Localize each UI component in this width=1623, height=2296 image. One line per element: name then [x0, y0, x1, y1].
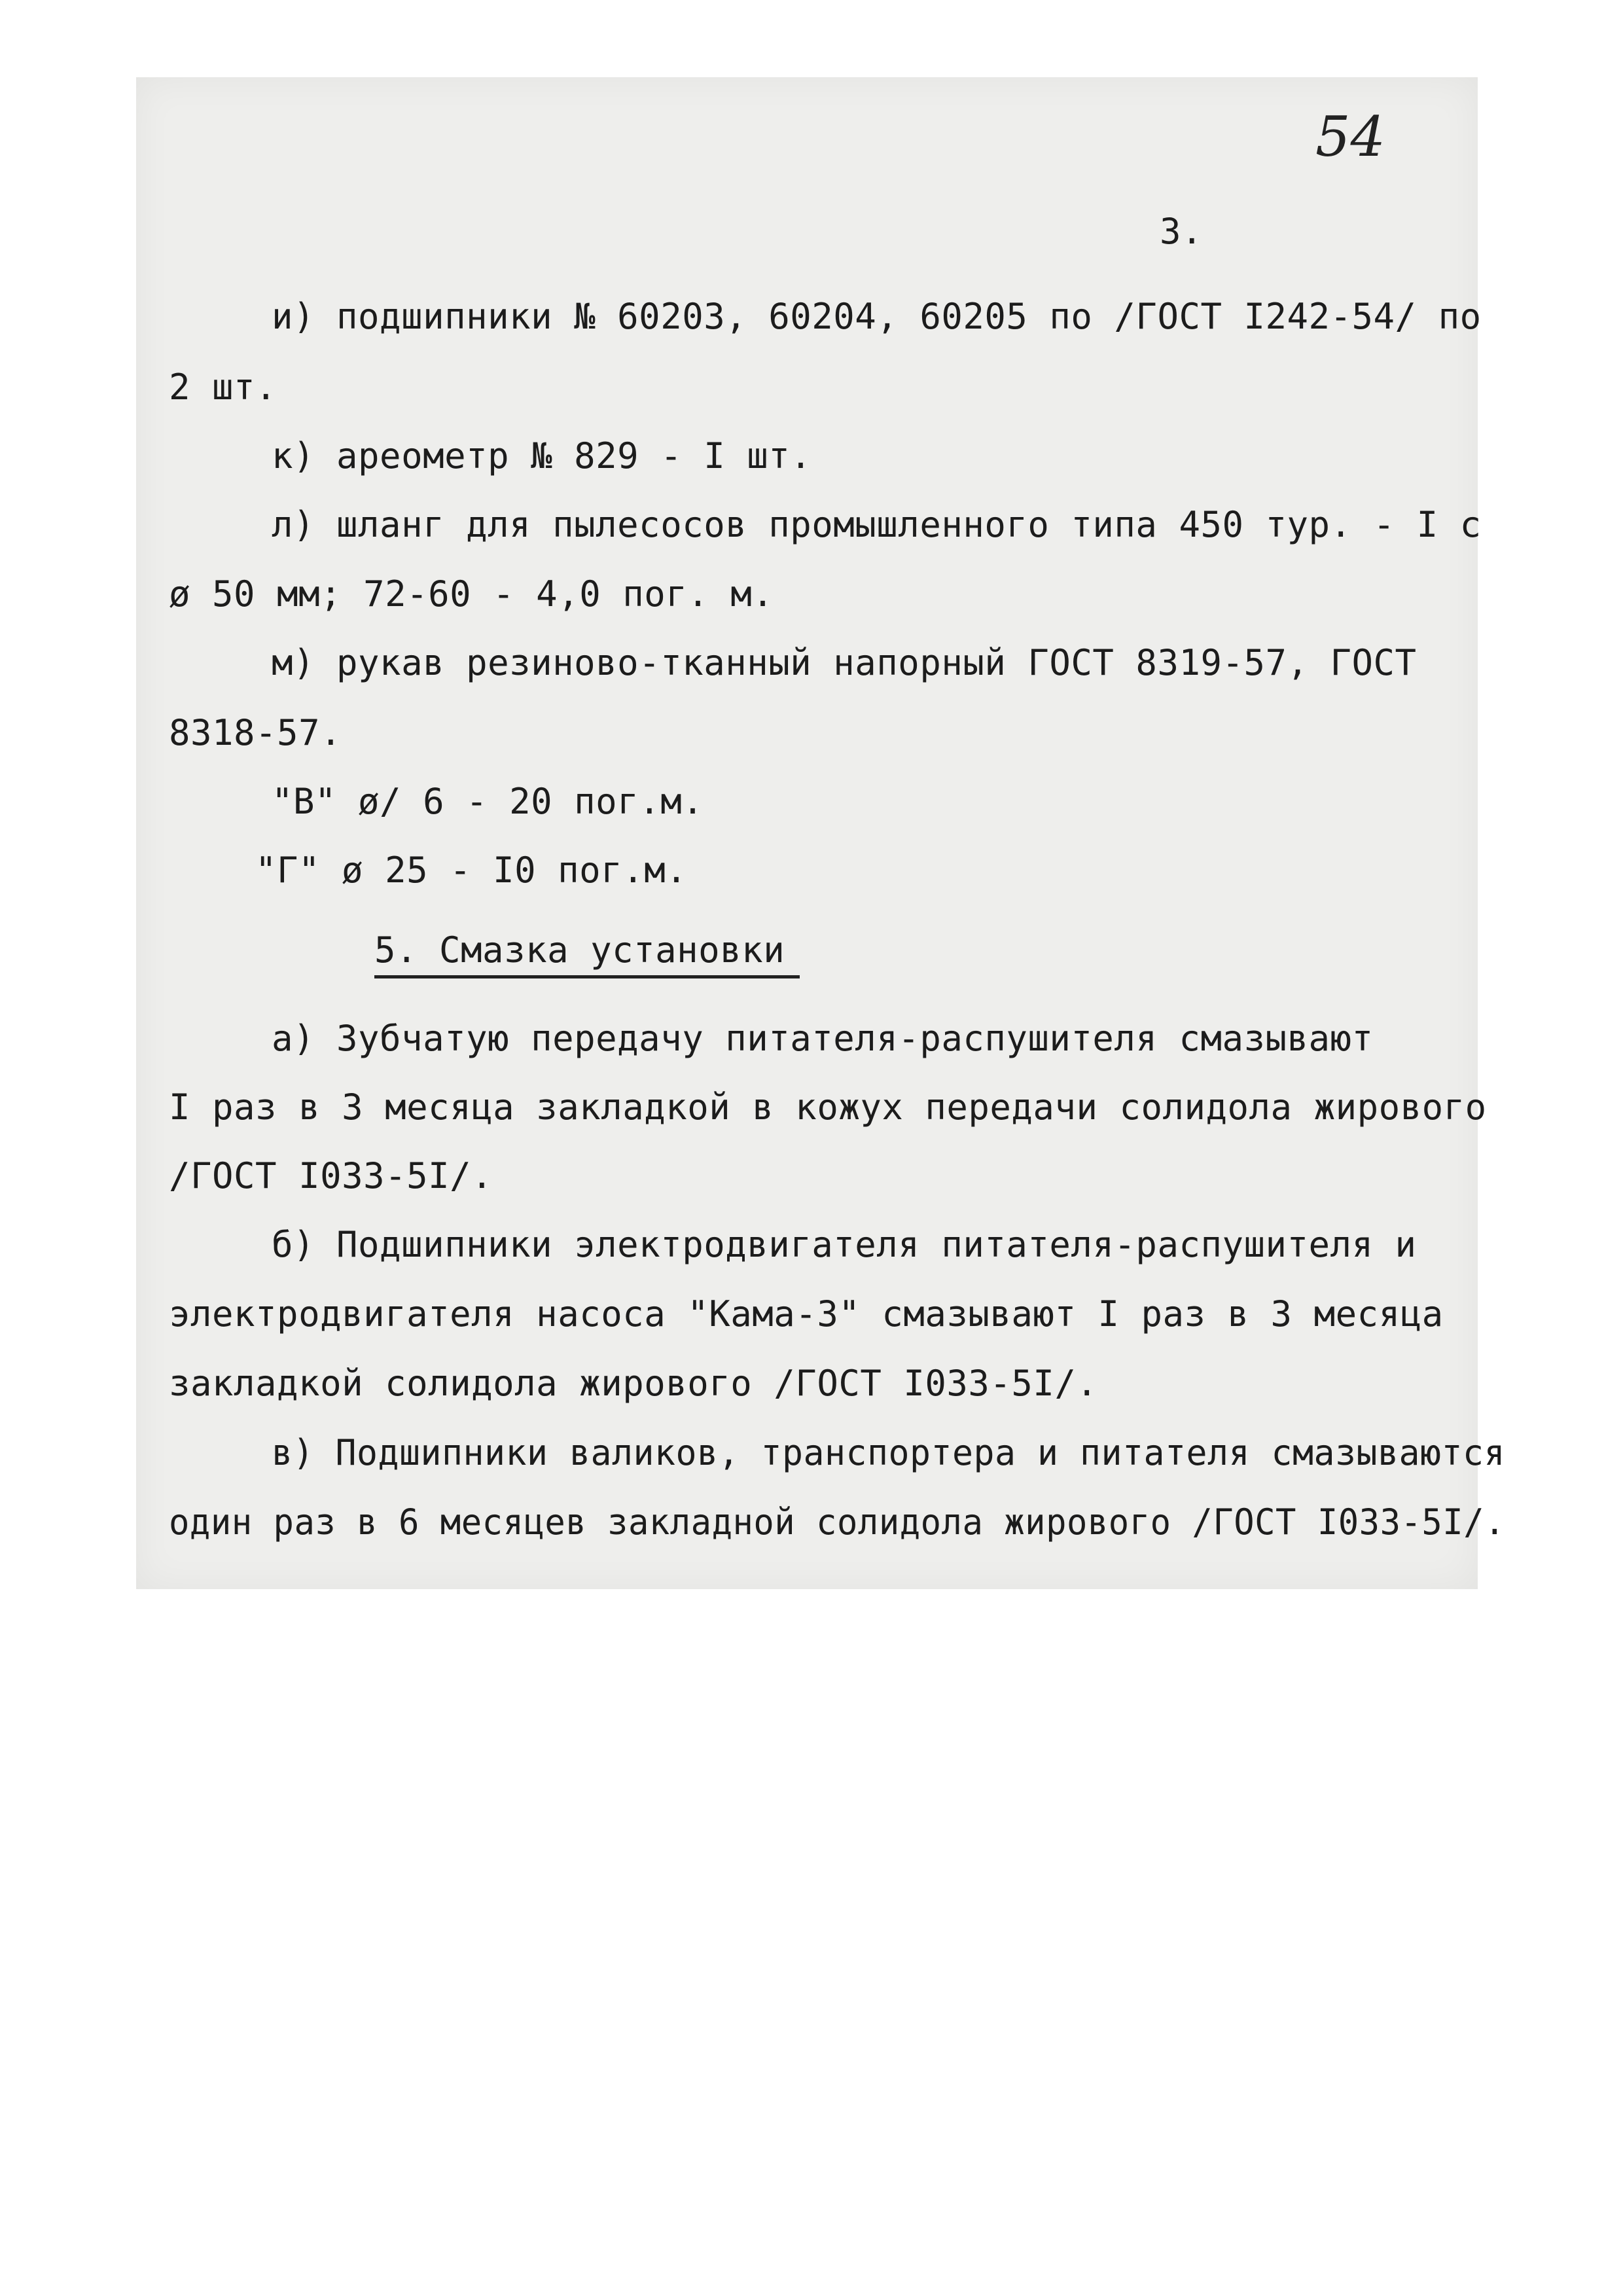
handwritten-page-number: 54: [1315, 105, 1385, 169]
text-line: а) Зубчатую передачу питателя-распушителя смазывают: [272, 1018, 1374, 1059]
text-line: ø 50 мм; 72-60 - 4,0 пог. м.: [169, 573, 774, 615]
section-heading: 5. Смазка установки: [374, 929, 785, 971]
text-line: "В" ø/ 6 - 20 пог.м.: [272, 781, 704, 822]
text-line: электродвигателя насоса "Кама-3" смазывают I раз в 3 месяца: [169, 1293, 1444, 1335]
heading-underline: [374, 975, 800, 978]
text-line: и) подшипники № 60203, 60204, 60205 по /ГОСТ I242-54/ по: [272, 296, 1482, 337]
text-line: /ГОСТ I033-5I/.: [169, 1155, 493, 1196]
page-number: 3.: [1160, 211, 1204, 252]
text-line: 8318-57.: [169, 712, 342, 753]
text-line: л) шланг для пылесосов промышленного типа 450 тур. - I с: [272, 504, 1482, 545]
text-line: "Г" ø 25 - I0 пог.м.: [255, 850, 688, 891]
text-line: закладкой солидола жирового /ГОСТ I033-5I/.: [169, 1363, 1098, 1404]
text-line: один раз в 6 месяцев закладной солидола жирового /ГОСТ I033-5I/.: [169, 1501, 1505, 1543]
text-line: 2 шт.: [169, 367, 277, 408]
text-line: б) Подшипники электродвигателя питателя-распушителя и: [272, 1224, 1417, 1265]
text-line: к) ареометр № 829 - I шт.: [272, 435, 812, 476]
text-line: м) рукав резиново-тканный напорный ГОСТ 8319-57, ГОСТ: [272, 642, 1417, 683]
text-line: I раз в 3 месяца закладкой в кожух передачи солидола жирового: [169, 1086, 1487, 1128]
text-line: в) Подшипники валиков, транспортера и питателя смазываются: [272, 1432, 1505, 1473]
